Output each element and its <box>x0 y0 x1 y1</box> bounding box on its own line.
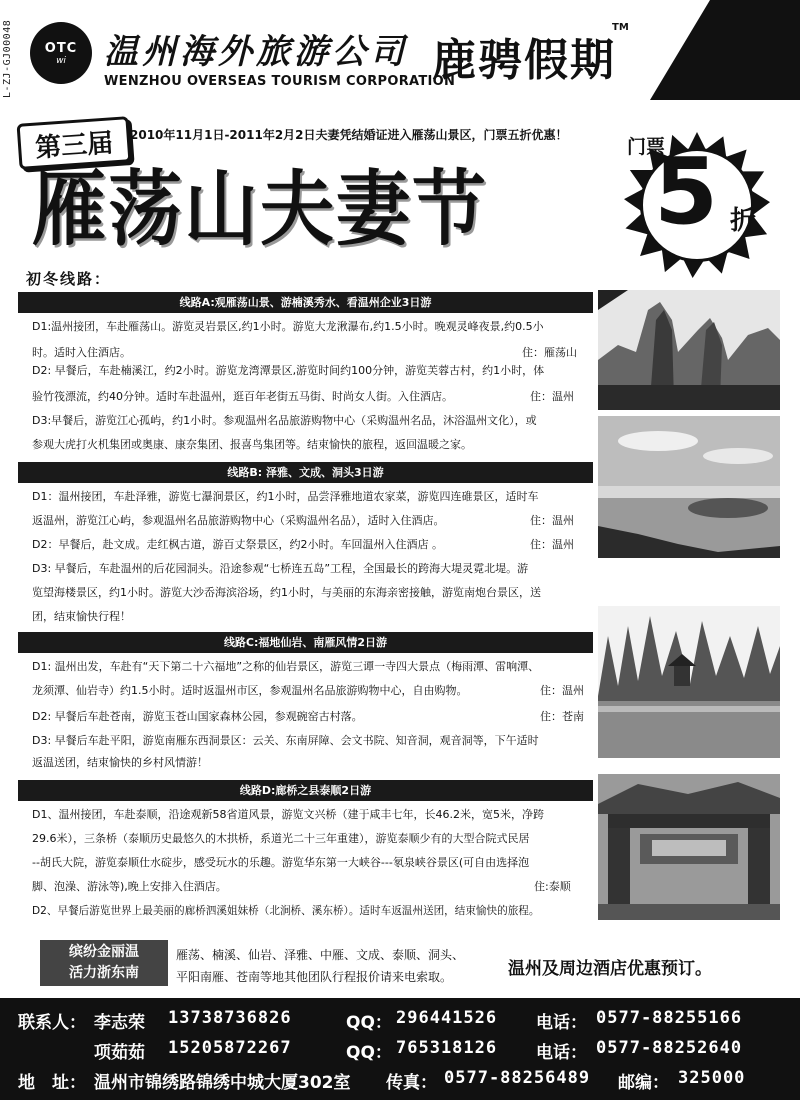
promo-text: 2010年11月1日-2011年2月2日夫妻凭结婚证进入雁荡山景区，门票五折优惠！ <box>130 128 568 142</box>
route-b-line: D1：温州接团，车赴泽雅，游览七瀑涧景区，约1小时，品尝泽雅地道农家菜，游览四连碓景区，适时车 <box>32 490 539 503</box>
route-d-line: D1、温州接团，车赴泰顺，沿途观新58省道风景，游览文兴桥（建于咸丰七年，长46.2米，宽5米，净跨 <box>32 808 544 821</box>
header-black-corner <box>650 0 800 100</box>
route-c-line: D1: 温州出发，车赴有“天下第二十六福地”之称的仙岩景区，游览三谭一寺四大景点（梅雨潭、雷响潭、 <box>32 660 540 673</box>
tel-number: 0577-88252640 <box>596 1038 743 1058</box>
tel-number: 0577-88255166 <box>596 1008 743 1028</box>
fax-number: 0577-88256489 <box>444 1068 591 1088</box>
tel-label: 电话： <box>536 1043 587 1063</box>
contact-row-3 <box>0 1066 800 1096</box>
address-text: 温州市锦绣路锦绣中城大厦302室 <box>94 1073 351 1093</box>
route-a-line: D2: 早餐后，车赴楠溪江，约2小时。游览龙湾潭景区,游览时间约100分钟，游览芙蓉古村，约1小时，体 <box>32 364 545 377</box>
route-d-line: D2、早餐后游览世界上最美丽的廊桥泗溪姐妹桥（北涧桥、溪东桥）。适时车返温州送团，结束愉快的旅程。 <box>32 905 540 917</box>
brand-name: 鹿骋假期 <box>432 35 616 86</box>
contact-name: 李志荣 <box>94 1013 145 1033</box>
route-c-line: D2: 早餐后车赴苍南，游览玉苍山国家森林公园，参观碗窑古村落。 <box>32 710 363 723</box>
route-a-line: 参观大虎打火机集团或奥康、康奈集团、报喜鸟集团等。结束愉快的旅程，返回温暖之家。 <box>32 438 472 451</box>
route-a-header: 线路A:观雁荡山景、游楠溪秀水、看温州企业3日游 <box>18 292 593 313</box>
contact-bar <box>0 998 800 1100</box>
route-c-header: 线路C:福地仙岩、南雁风情2日游 <box>18 632 593 653</box>
route-a-stay: 住：温州 <box>530 390 574 403</box>
slogan-badge <box>40 940 168 986</box>
route-c-line: 返温送团，结束愉快的乡村风情游！ <box>32 756 208 769</box>
page-title: 雁荡山夫妻节 <box>32 162 488 257</box>
logo-sub: wi <box>56 55 66 66</box>
route-a-line: 验竹筏漂流，约40分钟。适时车赴温州，逛百年老街五马街、时尚女人街。入住酒店。 <box>32 390 453 403</box>
photo-dongtou-sea <box>598 416 780 558</box>
contact-mobile: 13738736826 <box>168 1008 292 1028</box>
company-name-en: WENZHOU OVERSEAS TOURISM CORPORATION <box>104 74 456 89</box>
ticket-label: 门票 <box>626 136 665 158</box>
other-routes-note <box>176 944 464 988</box>
route-c-stay: 住：温州 <box>540 684 584 697</box>
contact-row-1 <box>0 1006 800 1036</box>
address-label: 地 址： <box>18 1073 86 1093</box>
route-d-line: 29.6米），三条桥（泰顺历史最悠久的木拱桥，系道光二十三年重建），游览泰顺少有的大型合院式民居 <box>32 832 530 845</box>
route-a-line: D1:温州接团，车赴雁荡山。游览灵岩景区,约1小时。游览大龙湫瀑布,约1.5小时。晚观灵峰夜景,约0.5小 <box>32 320 544 333</box>
logo-abbr: OTC <box>44 40 78 56</box>
trademark-mark: TM <box>612 22 629 33</box>
route-c-line: D3: 早餐后车赴平阳，游览南雁东西洞景区：云关、东南屏障、会文书院、知音洞，观音洞等，下午适时 <box>32 734 539 747</box>
note-line: 平阳南雁、苍南等地其他团队行程报价请来电索取。 <box>176 970 453 984</box>
route-d-line: --胡氏大院，游览泰顺仕水碇步，感受玩水的乐趣。游览华东第一大峡谷---氡泉峡谷景区(可自由选择泡 <box>32 856 530 869</box>
route-b-stay: 住：温州 <box>530 538 574 551</box>
hotel-booking-note: 温州及周边酒店优惠预订。 <box>508 959 712 979</box>
photo-xianyan-lake <box>598 606 780 758</box>
route-b-line: 返温州，游览江心屿，参观温州名品旅游购物中心（采购温州名品），适时入住酒店。 <box>32 514 445 527</box>
fax-label: 传真： <box>386 1073 437 1093</box>
note-line: 雁荡、楠溪、仙岩、泽雅、中雁、文成、泰顺、洞头、 <box>176 948 465 962</box>
photo-taishun-bridge <box>598 774 780 920</box>
route-c-line: 龙须潭、仙岩寺）约1.5小时。适时返温州市区，参观温州名品旅游购物中心，自由购物。 <box>32 684 468 697</box>
route-a-line: D3:早餐后，游览江心孤屿，约1小时。参观温州名品旅游购物中心（采购温州名品，沐浴温州文化），或 <box>32 414 537 427</box>
slogan-line: 缤纷金丽温 <box>69 944 139 960</box>
license-number: L-ZJ-GJ00048 <box>2 19 13 98</box>
route-d-header: 线路D:廊桥之县泰顺2日游 <box>18 780 593 801</box>
qq-label: QQ： <box>346 1013 392 1033</box>
route-b-stay: 住：温州 <box>530 514 574 527</box>
route-b-line: D3: 早餐后，车赴温州的后花园洞头。沿途参观“七桥连五岛”工程，全国最长的跨海大堤灵霓北堤。游 <box>32 562 529 575</box>
route-a-stay: 住：雁荡山 <box>522 346 577 359</box>
route-d-line: 脚、泡澡、游泳等),晚上安排入住酒店。 <box>32 880 227 893</box>
contact-name: 项茹茹 <box>94 1043 145 1063</box>
route-d-stay: 住:泰顺 <box>534 880 571 893</box>
contact-row-2 <box>0 1036 800 1066</box>
qq-label: QQ： <box>346 1043 392 1063</box>
zip-label: 邮编： <box>618 1073 669 1093</box>
contact-label: 联系人： <box>18 1013 86 1033</box>
photo-yandang-peaks <box>598 290 780 410</box>
qq-number: 765318126 <box>396 1038 498 1058</box>
route-b-line: D2：早餐后，赴文成。走红枫古道，游百丈祭景区，约2小时。车回温州入住酒店 。 <box>32 538 443 551</box>
route-a-line: 时。适时入住酒店。 <box>32 346 131 359</box>
company-name-cn: 温州海外旅游公司 <box>104 32 408 72</box>
edition-badge: 第三届 <box>17 116 132 170</box>
company-logo <box>30 22 92 84</box>
route-b-line: 览望海楼景区，约1小时。游览大沙岙海滨浴场，约1小时，与美丽的东海亲密接触，游览南炮台景区，送 <box>32 586 541 599</box>
route-b-header: 线路B: 泽雅、文成、洞头3日游 <box>18 462 593 483</box>
qq-number: 296441526 <box>396 1008 498 1028</box>
route-b-line: 团，结束愉快行程！ <box>32 610 131 623</box>
route-intro: 初冬线路： <box>26 270 112 288</box>
zip-code: 325000 <box>678 1068 746 1088</box>
contact-mobile: 15205872267 <box>168 1038 292 1058</box>
route-c-stay: 住：苍南 <box>540 710 584 723</box>
slogan-line: 活力浙东南 <box>69 965 139 981</box>
discount-number: 5 <box>654 138 719 245</box>
tel-label: 电话： <box>536 1013 587 1033</box>
discount-unit: 折 <box>730 206 757 236</box>
